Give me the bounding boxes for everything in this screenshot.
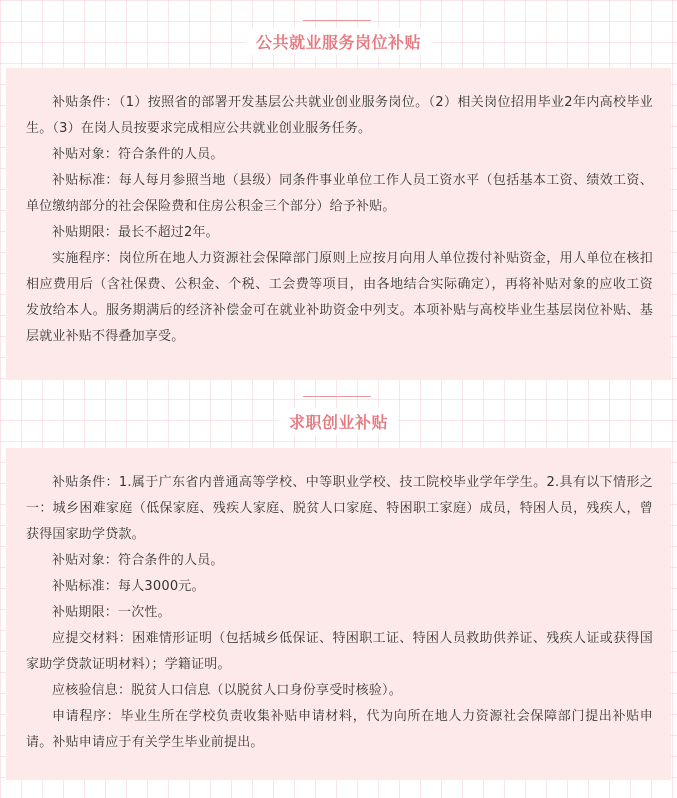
- section2-condition-paragraph: 补贴条件：1.属于广东省内普通高等学校、中等职业学校、技工院校毕业学年学生。2.具有以下情形之一：城乡困难家庭（低保家庭、残疾人家庭、脱贫人口家庭、特困职工家庭）成员，特困人员，残疾人，曾获得国家助学贷款。: [26, 475, 653, 542]
- section2-period-paragraph: 补贴期限：一次性。: [52, 605, 171, 620]
- section2-title-decor-line: [303, 396, 371, 397]
- section1-card: [6, 68, 671, 380]
- section2-verification-paragraph: 应核验信息：脱贫人口信息（以脱贫人口身份享受时核验）。: [52, 683, 402, 698]
- section1-title-decor-line: [303, 20, 371, 21]
- section1-procedure-paragraph: 实施程序：岗位所在地人力资源社会保障部门原则上应按月向用人单位拨付补贴资金，用人单位在核扣相应费用后（含社保费、公积金、个税、工会费等项目，由各地结合实际确定），再将补贴对象的应收工资发放给本人。服务期满后的经济补偿金可在就业补助资金中列支。本项补贴与高校毕业生基层岗位补贴、基层就业补贴不得叠加享受。: [26, 251, 653, 344]
- section1-title: 公共就业服务岗位补贴: [246, 28, 431, 55]
- section2-standard-paragraph: 补贴标准：每人3000元。: [52, 579, 205, 594]
- section1-title-wrap: [0, 28, 677, 55]
- section1-period-paragraph: 补贴期限：最长不超过2年。: [52, 225, 219, 240]
- section2-title: 求职创业补贴: [279, 408, 398, 435]
- section2-materials-paragraph: 应提交材料：困难情形证明（包括城乡低保证、特困职工证、特困人员救助供养证、残疾人证或获得国家助学贷款证明材料）；学籍证明。: [26, 631, 653, 672]
- section1-condition-paragraph: 补贴条件：（1）按照省的部署开发基层公共就业创业服务岗位。（2）相关岗位招用毕业2年内高校毕业生。（3）在岗人员按要求完成相应公共就业创业服务任务。: [26, 95, 653, 136]
- section2-target-paragraph: 补贴对象：符合条件的人员。: [52, 553, 224, 568]
- section1-target-paragraph: 补贴对象：符合条件的人员。: [52, 147, 224, 162]
- section2-title-wrap: [0, 408, 677, 435]
- section1-standard-paragraph: 补贴标准：每人每月参照当地（县级）同条件事业单位工作人员工资水平（包括基本工资、绩效工资、单位缴纳部分的社会保险费和住房公积金三个部分）给予补贴。: [26, 173, 653, 214]
- section2-procedure-paragraph: 申请程序：毕业生所在学校负责收集补贴申请材料，代为向所在地人力资源社会保障部门提出补贴申请。补贴申请应于有关学生毕业前提出。: [26, 709, 653, 750]
- section2-card: [6, 448, 671, 780]
